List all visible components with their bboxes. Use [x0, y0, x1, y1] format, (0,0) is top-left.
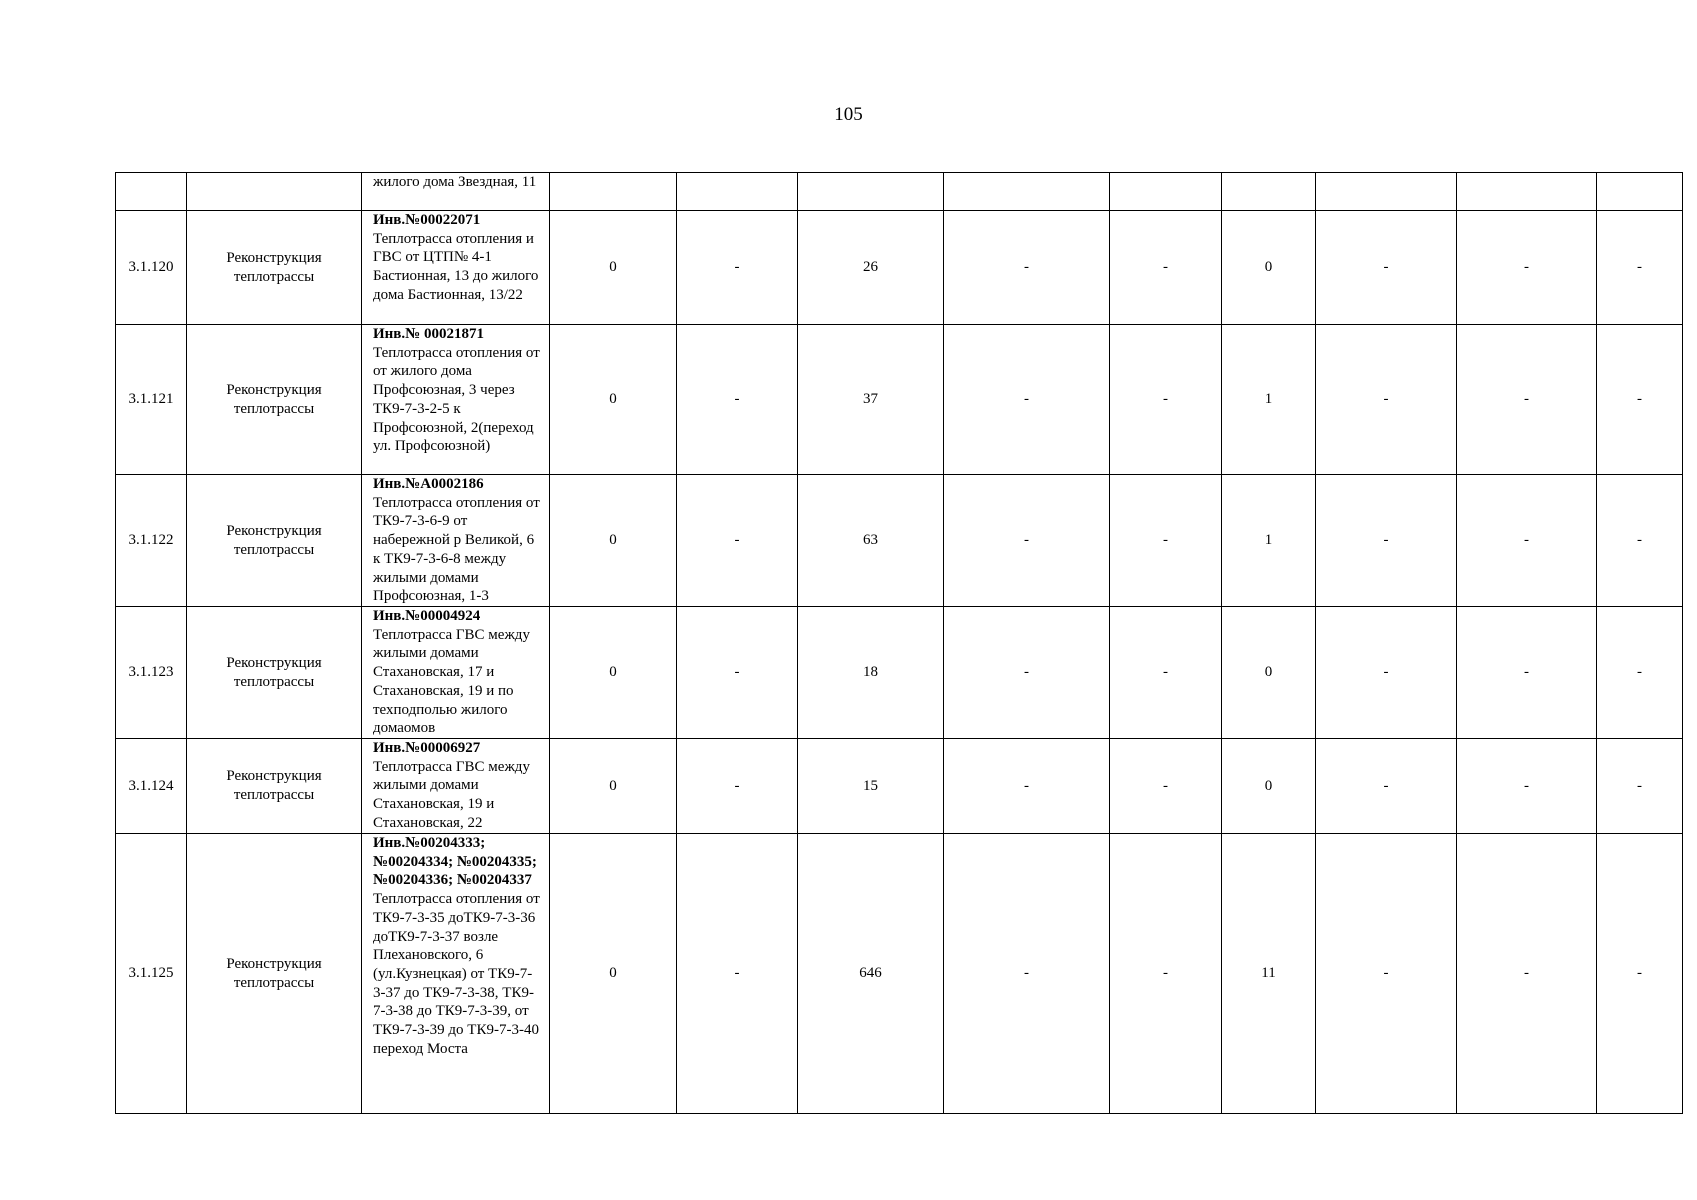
cell-value: - [1110, 834, 1222, 1114]
cell-num: 3.1.125 [116, 834, 187, 1114]
cell-type: Реконструкция теплотрассы [187, 834, 362, 1114]
description-text: Теплотрасса отопления и ГВС от ЦТП№ 4-1 Бастионная, 13 до жилого дома Бастионная, 13/22 [373, 230, 539, 303]
table-row [116, 739, 1683, 834]
cell-value: - [1316, 834, 1457, 1114]
cell-value: - [677, 325, 798, 475]
cell-value: - [1110, 211, 1222, 325]
cell-value: - [1316, 211, 1457, 325]
cell-value: - [1597, 739, 1683, 834]
cell-value: - [1316, 739, 1457, 834]
cell-type: Реконструкция теплотрассы [187, 475, 362, 607]
cell-value [677, 173, 798, 211]
table-row [116, 607, 1683, 739]
table-row [116, 325, 1683, 475]
cell-value [1597, 173, 1683, 211]
cell-value: 0 [1222, 739, 1316, 834]
cell-num: 3.1.124 [116, 739, 187, 834]
cell-value: - [1597, 834, 1683, 1114]
cell-value: - [944, 834, 1110, 1114]
cell-value: 0 [550, 739, 677, 834]
inventory-number: Инв.№00004924 [373, 608, 481, 624]
cell-description [362, 607, 550, 739]
description-text: Теплотрасса отопления от от жилого дома Профсоюзная, 3 через ТК9-7-3-2-5 к Профсоюзной, 2(переход ул. Профсоюзной) [373, 344, 540, 455]
cell-value: 0 [550, 834, 677, 1114]
cell-value: - [1457, 475, 1597, 607]
cell-value: - [1316, 607, 1457, 739]
cell-value: 37 [798, 325, 944, 475]
cell-description [362, 211, 550, 325]
cell-value: 1 [1222, 325, 1316, 475]
cell-description [362, 325, 550, 475]
measures-table [115, 172, 1683, 1114]
cell-value: 26 [798, 211, 944, 325]
table-row [116, 475, 1683, 607]
cell-value: - [1457, 607, 1597, 739]
cell-type: Реконструкция теплотрассы [187, 211, 362, 325]
cell-type: Реконструкция теплотрассы [187, 325, 362, 475]
cell-value: - [677, 475, 798, 607]
cell-value [944, 173, 1110, 211]
cell-value: 63 [798, 475, 944, 607]
cell-value: 18 [798, 607, 944, 739]
cell-description [362, 173, 550, 211]
cell-value: 0 [550, 607, 677, 739]
cell-description [362, 834, 550, 1114]
cell-value: 0 [550, 211, 677, 325]
description-text: Теплотрасса ГВС между жилыми домами Стахановская, 17 и Стахановская, 19 и по техподполью жилого домаомов [373, 626, 530, 737]
table-row [116, 834, 1683, 1114]
cell-value: 1 [1222, 475, 1316, 607]
cell-value: - [1457, 739, 1597, 834]
cell-description [362, 475, 550, 607]
cell-value [1316, 173, 1457, 211]
cell-value: 646 [798, 834, 944, 1114]
cell-value: - [1457, 325, 1597, 475]
cell-value: - [1316, 475, 1457, 607]
cell-num [116, 173, 187, 211]
description-text: жилого дома Звездная, 11 [373, 174, 537, 190]
cell-value: - [1597, 607, 1683, 739]
cell-value [550, 173, 677, 211]
inventory-number: Инв.№ 00021871 [373, 326, 484, 342]
cell-value: - [1457, 834, 1597, 1114]
cell-value: - [1110, 325, 1222, 475]
cell-value: 11 [1222, 834, 1316, 1114]
cell-value: 0 [1222, 211, 1316, 325]
table-row [116, 173, 1683, 211]
cell-type [187, 173, 362, 211]
cell-value: - [944, 739, 1110, 834]
cell-num: 3.1.121 [116, 325, 187, 475]
description-text: Теплотрасса отопления от ТК9-7-3-35 доТК9-7-3-36 доТК9-7-3-37 возле Плехановского, 6 (ул.Кузнецкая) от ТК9-7-3-37 до ТК9-7-3-38, ТК9-7-3-38 до ТК9-7-3-39, от ТК9-7-3-39 до ТК9-7-3-40 переход Моста [373, 891, 540, 1057]
cell-value [1222, 173, 1316, 211]
inventory-number: Инв.№А0002186 [373, 476, 484, 492]
cell-value: - [1597, 475, 1683, 607]
cell-value: - [1597, 211, 1683, 325]
cell-value: - [677, 739, 798, 834]
cell-value: - [944, 475, 1110, 607]
description-text: Теплотрасса отопления от ТК9-7-3-6-9 от набережной р Великой, 6 к ТК9-7-3-6-8 между жилыми домами Профсоюзная, 1-3 [373, 494, 540, 605]
inventory-number: Инв.№00204333; №00204334; №00204335; №00204336; №00204337 [373, 835, 537, 889]
cell-value: 0 [1222, 607, 1316, 739]
table-row [116, 211, 1683, 325]
cell-value: - [1110, 739, 1222, 834]
cell-value: - [944, 607, 1110, 739]
cell-value: - [1597, 325, 1683, 475]
cell-description [362, 739, 550, 834]
cell-type: Реконструкция теплотрассы [187, 607, 362, 739]
cell-value [798, 173, 944, 211]
cell-value: - [677, 607, 798, 739]
cell-value: - [1316, 325, 1457, 475]
cell-value: - [944, 211, 1110, 325]
page-number: 105 [834, 104, 863, 125]
cell-value: - [1110, 475, 1222, 607]
cell-value: - [677, 211, 798, 325]
description-text: Теплотрасса ГВС между жилыми домами Стахановская, 19 и Стахановская, 22 [373, 758, 530, 831]
inventory-number: Инв.№00022071 [373, 212, 481, 228]
cell-value: - [1457, 211, 1597, 325]
inventory-number: Инв.№00006927 [373, 740, 481, 756]
cell-value: 0 [550, 325, 677, 475]
cell-value [1110, 173, 1222, 211]
cell-value: 0 [550, 475, 677, 607]
cell-num: 3.1.122 [116, 475, 187, 607]
cell-type: Реконструкция теплотрассы [187, 739, 362, 834]
cell-num: 3.1.123 [116, 607, 187, 739]
cell-value: - [677, 834, 798, 1114]
cell-value [1457, 173, 1597, 211]
cell-value: - [944, 325, 1110, 475]
cell-value: - [1110, 607, 1222, 739]
cell-value: 15 [798, 739, 944, 834]
cell-num: 3.1.120 [116, 211, 187, 325]
